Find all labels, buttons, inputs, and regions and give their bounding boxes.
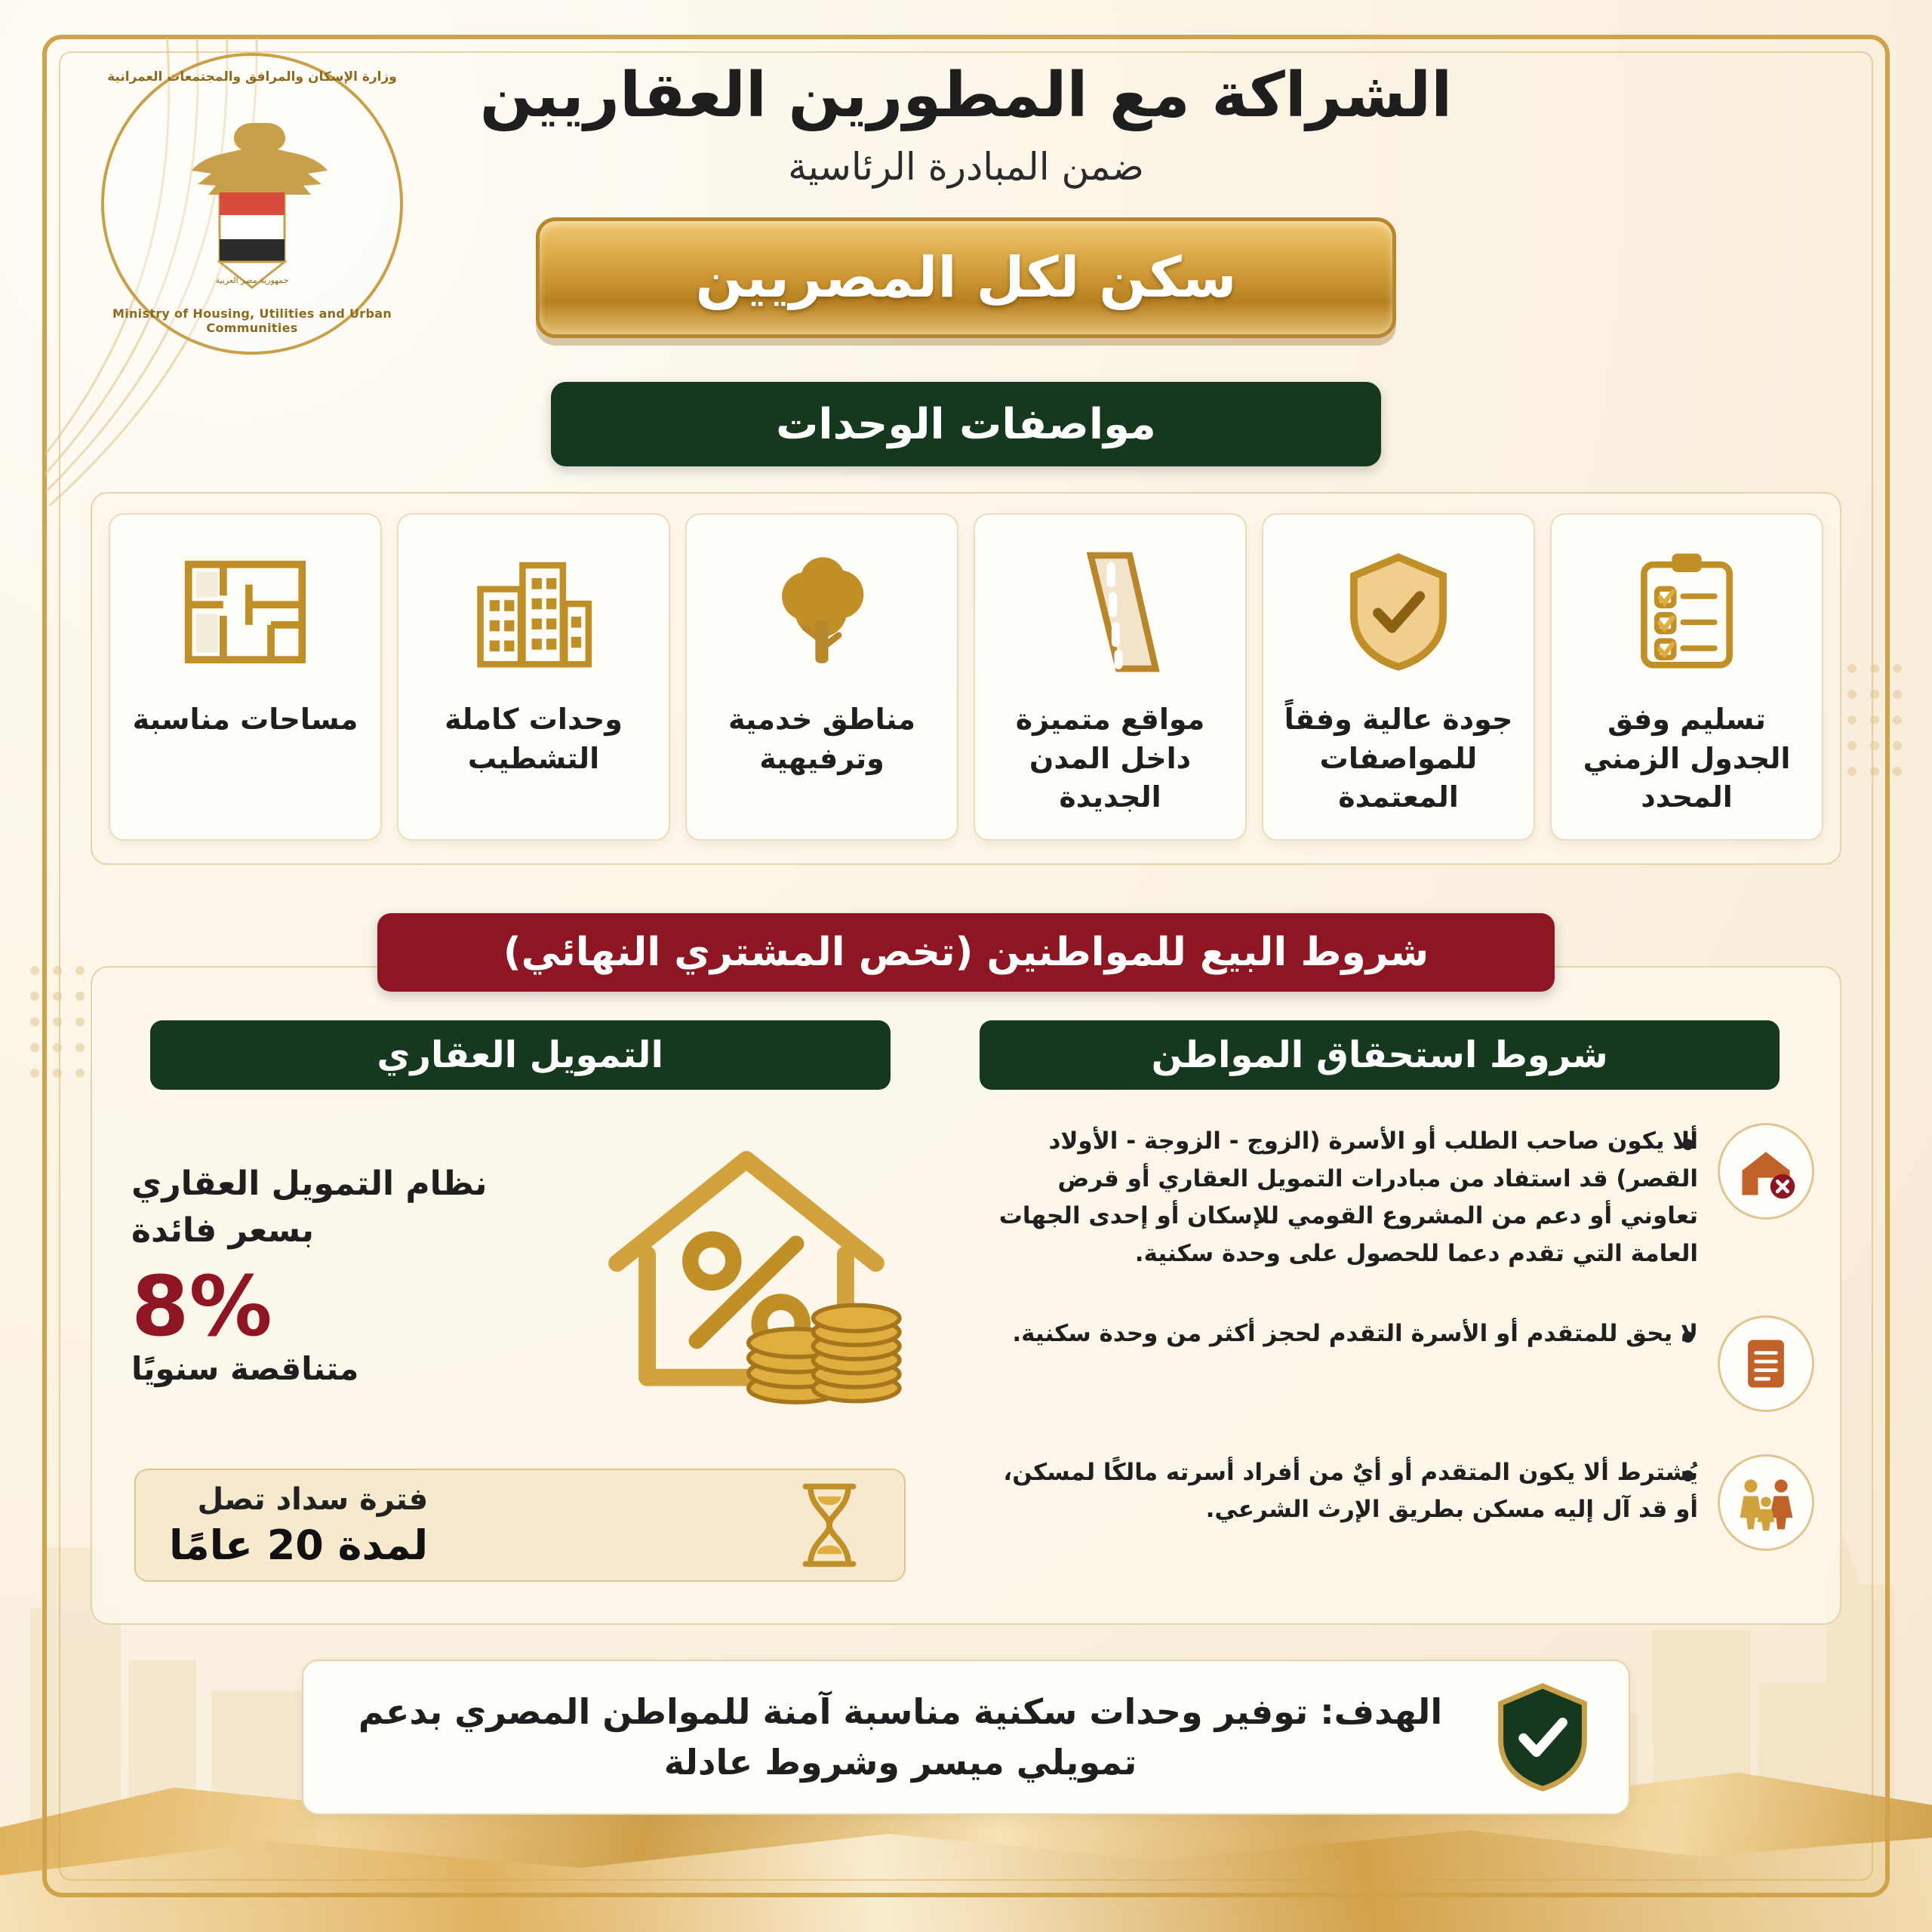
goal-box bbox=[302, 1660, 1630, 1815]
spec-card-services bbox=[685, 513, 958, 841]
road-icon bbox=[1038, 540, 1182, 684]
interest-rate-value: 8% bbox=[131, 1257, 272, 1355]
eligibility-banner bbox=[980, 1020, 1780, 1090]
spec-card-quality bbox=[1262, 513, 1535, 841]
no-house-icon bbox=[1718, 1123, 1814, 1220]
finance-row bbox=[118, 1123, 922, 1425]
ministry-emblem bbox=[101, 53, 403, 355]
goal-text: الهدف: توفير وحدات سكنية مناسبة آمنة للمواطن المصري بدعم تمويلي ميسر وشروط عادلة bbox=[358, 1690, 1443, 1783]
specs-banner-label: مواصفات الوحدات bbox=[776, 399, 1156, 449]
finance-line-2: بسعر فائدة bbox=[131, 1211, 315, 1250]
page-header bbox=[91, 60, 1841, 338]
page-subtitle: ضمن المبادرة الرئاسية bbox=[788, 145, 1144, 189]
initiative-label: سكن لكل المصريين bbox=[695, 245, 1237, 311]
specs-panel bbox=[91, 492, 1841, 865]
spec-card-label: مساحات مناسبة bbox=[132, 703, 358, 737]
payback-period-box bbox=[134, 1469, 906, 1582]
eligibility-text: • ألا يكون صاحب الطلب أو الأسرة (الزوج - الزوجة - الأولاد القصر) قد استفاد من مبادرات التمويل العقاري أو قرض تعاوني أو دعم من المشروع القومي للإسكان أو إحدى الجهات العامة التي تقدم دعما للحصول على وحدة سكنية. bbox=[952, 1123, 1698, 1272]
finance-line-1: نظام التمويل العقاري bbox=[131, 1164, 488, 1204]
conditions-banner bbox=[377, 913, 1555, 992]
spec-card-label: مواقع متميزة داخل المدن الجديدة bbox=[1015, 703, 1205, 814]
family-icon bbox=[1718, 1454, 1814, 1551]
document-icon bbox=[1718, 1315, 1814, 1412]
finance-text bbox=[131, 1161, 569, 1387]
eligibility-item bbox=[945, 1454, 1814, 1551]
floorplan-icon bbox=[174, 540, 317, 684]
eligibility-item bbox=[945, 1315, 1814, 1412]
conditions-banner-label: شروط البيع للمواطنين (تخص المشتري النهائي) bbox=[503, 930, 1429, 976]
shield-check-icon bbox=[1327, 540, 1470, 684]
interest-rate-note: متناقصة سنويًا bbox=[131, 1350, 359, 1388]
spec-card-finishing bbox=[397, 513, 670, 841]
checklist-icon bbox=[1615, 540, 1758, 684]
coins-stack bbox=[749, 1306, 900, 1403]
emblem-text-bottom: Ministry of Housing, Utilities and Urban Communities bbox=[112, 306, 392, 335]
tree-icon bbox=[750, 540, 894, 684]
eligibility-column bbox=[945, 1020, 1814, 1592]
specs-banner bbox=[551, 382, 1381, 466]
spec-card-label: جودة عالية وفقاً للمواصفات المعتمدة bbox=[1284, 703, 1513, 814]
emblem-inner-text: جمهورية مصر العربية bbox=[215, 275, 289, 285]
hourglass-icon bbox=[788, 1480, 871, 1571]
eligibility-banner-label: شروط استحقاق المواطن bbox=[1151, 1034, 1608, 1077]
shield-check-green-icon bbox=[1490, 1681, 1595, 1794]
eligibility-text: • لا يحق للمتقدم أو الأسرة التقدم لحجز أكثر من وحدة سكنية. bbox=[952, 1315, 1698, 1353]
emblem-text-top: وزارة الإسكان والمرافق والمجتمعات العمرانية bbox=[107, 69, 397, 85]
buildings-icon bbox=[462, 540, 605, 684]
conditions-panel bbox=[91, 966, 1841, 1624]
initiative-badge bbox=[536, 217, 1396, 338]
spec-card-label: مناطق خدمية وترفيهية bbox=[728, 703, 915, 775]
house-percent-icon bbox=[584, 1123, 909, 1425]
payback-text bbox=[169, 1482, 428, 1569]
payback-value: لمدة 20 عامًا bbox=[169, 1521, 429, 1569]
finance-banner-label: التمويل العقاري bbox=[377, 1034, 664, 1077]
spec-card-location bbox=[974, 513, 1247, 841]
finance-banner bbox=[150, 1020, 891, 1090]
payback-label: فترة سداد تصل bbox=[197, 1481, 429, 1517]
spec-card-area bbox=[109, 513, 382, 841]
eagle-icon bbox=[165, 109, 339, 298]
spec-card-label: تسليم وفق الجدول الزمني المحدد bbox=[1583, 703, 1791, 814]
finance-column bbox=[118, 1020, 922, 1592]
spec-card-label: وحدات كاملة التشطيب bbox=[445, 703, 623, 775]
spec-card-delivery bbox=[1550, 513, 1823, 841]
page-title: الشراكة مع المطورين العقاريين bbox=[479, 60, 1453, 131]
eligibility-item bbox=[945, 1123, 1814, 1272]
eligibility-text: • يُشترط ألا يكون المتقدم أو أيٌ من أفراد أسرته مالكًا لمسكن، أو قد آل إليه مسكن بطريق الإرث الشرعي. bbox=[952, 1454, 1698, 1529]
